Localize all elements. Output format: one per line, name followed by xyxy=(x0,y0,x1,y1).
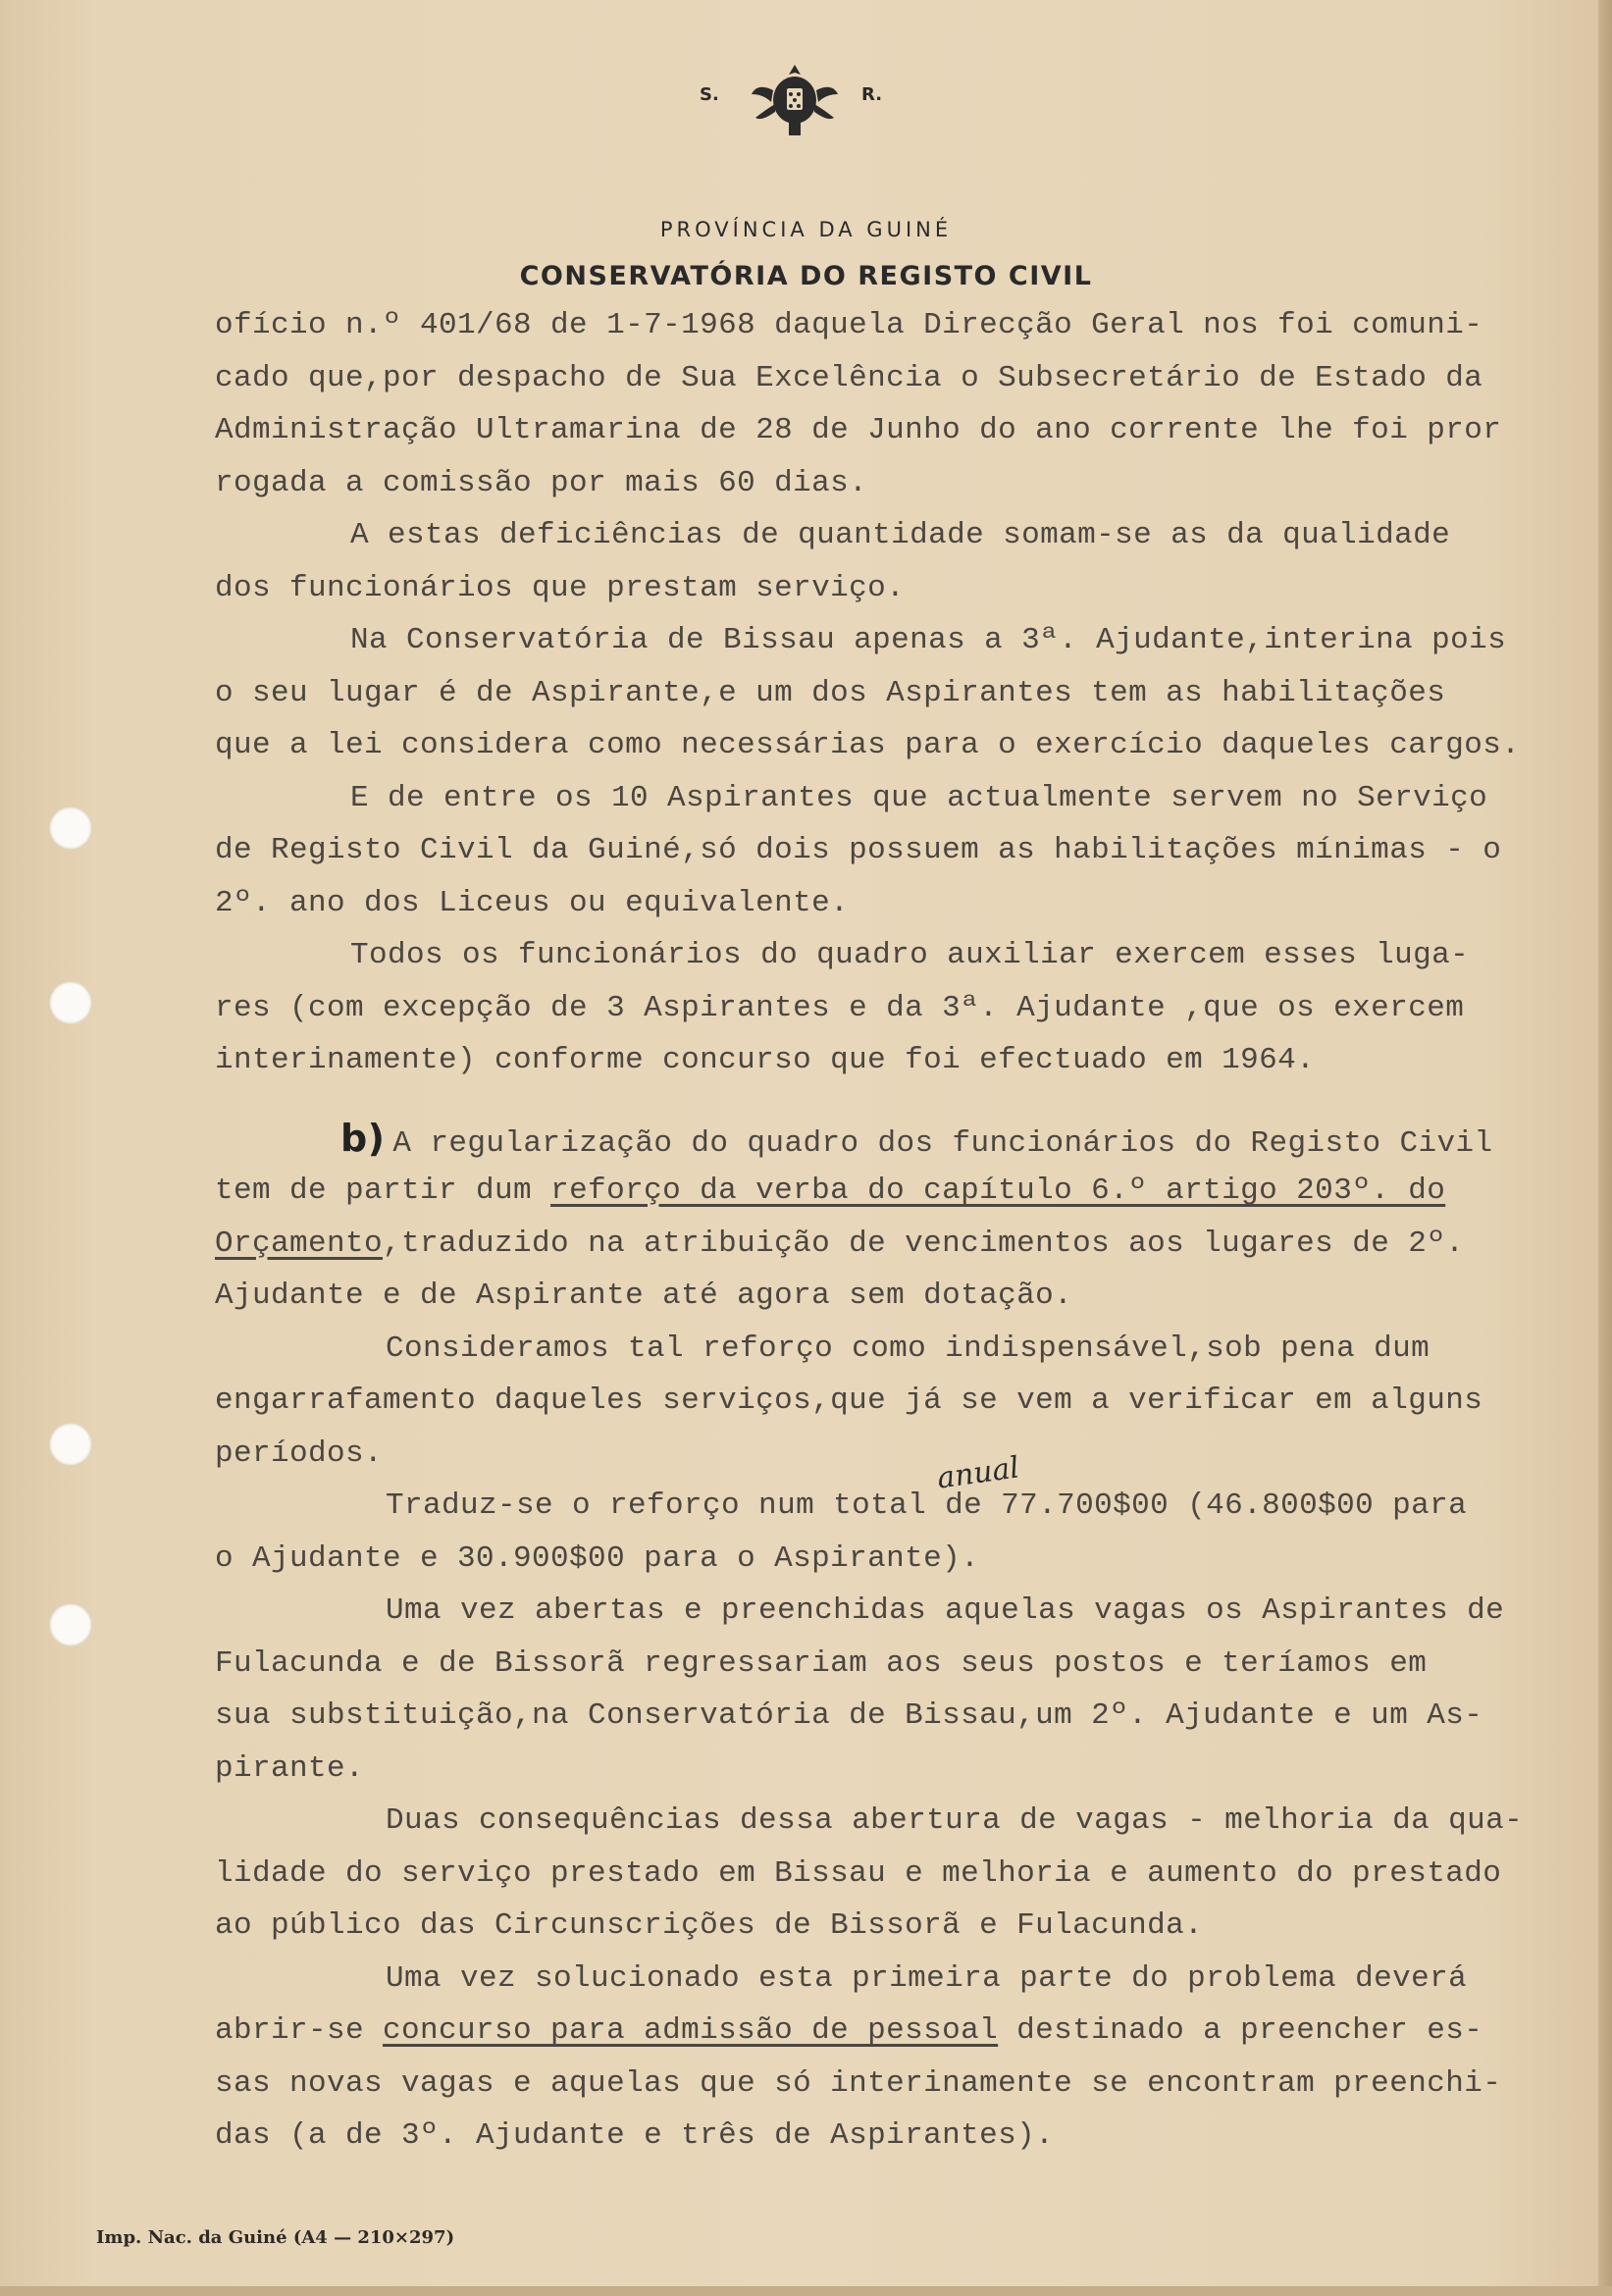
underlined-text: Orçamento xyxy=(215,1226,384,1261)
text-line: Traduz-se o reforço num total de 77.700$00 (46.800$00 para xyxy=(386,1488,1468,1523)
text-line: dos funcionários que prestam serviço. xyxy=(215,570,906,605)
seal-letter-left: S. xyxy=(700,84,719,105)
paragraph-gap xyxy=(215,1087,1569,1113)
text-line: rogada a comissão por mais 60 dias. xyxy=(215,465,868,500)
text-line: interinamente) conforme concurso que foi efectuado em 1964. xyxy=(215,1043,1316,1077)
underlined-text: reforço da verba do capítulo 6.º artigo 203º. do xyxy=(550,1174,1446,1208)
text-line: sas novas vagas e aquelas que só interinamente se encontram preenchi- xyxy=(215,2065,1502,2101)
text-segment: ,traduzido na atribuição de vencimentos aos lugares de 2º. xyxy=(383,1226,1465,1261)
text-line: sua substituição,na Conservatória de Bissau,um 2º. Ajudante e um As- xyxy=(215,1698,1483,1733)
section-marker: b) xyxy=(340,1116,386,1160)
text-line: ao público das Circunscrições de Bissorã e Fulacunda. xyxy=(215,1908,1204,1943)
seal-letter-right: R. xyxy=(861,84,883,105)
text-line: Duas consequências dessa abertura de vagas - melhoria da qua- xyxy=(386,1803,1524,1838)
printer-imprint: Imp. Nac. da Guiné (A4 — 210×297) xyxy=(96,2227,455,2248)
punch-hole xyxy=(49,1423,92,1466)
text-line: das (a de 3º. Ajudante e três de Aspirantes). xyxy=(215,2118,1055,2153)
text-line: Todos os funcionários do quadro auxiliar exercem esses luga- xyxy=(350,938,1470,972)
text-line: res (com excepção de 3 Aspirantes e da 3ª. Ajudante ,que os exercem xyxy=(215,990,1465,1025)
text-segment: destinado a preencher es- xyxy=(998,2013,1483,2048)
punch-hole xyxy=(49,981,92,1024)
text-segment: abrir-se xyxy=(215,2013,384,2048)
text-line: de Registo Civil da Guiné,só dois possuem as habilitações mínimas - o xyxy=(215,833,1502,867)
text-line: Consideramos tal reforço como indispensável,sob pena dum xyxy=(386,1331,1430,1366)
text-segment: tem de partir dum xyxy=(215,1174,551,1208)
text-line xyxy=(215,1165,1569,1218)
text-line: Fulacunda e de Bissorã regressariam aos seus postos e teríamos em xyxy=(215,1645,1428,1681)
handwritten-annotation: anual xyxy=(934,1450,1022,1496)
text-line: Administração Ultramarina de 28 de Junho do ano corrente lhe foi pror xyxy=(215,413,1502,447)
text-line: lidade do serviço prestado em Bissau e melhoria e aumento do prestado xyxy=(215,1855,1502,1891)
punch-hole xyxy=(49,1603,92,1646)
punch-hole xyxy=(49,807,92,850)
office-title: CONSERVATÓRIA DO REGISTO CIVIL xyxy=(519,261,1093,291)
text-line: pirante. xyxy=(215,1750,365,1786)
text-line: 2º. ano dos Liceus ou equivalente. xyxy=(215,885,850,920)
text-line xyxy=(215,1218,1569,1271)
text-line: o Ajudante e 30.900$00 para o Aspirante). xyxy=(215,1540,980,1576)
text-line: A estas deficiências de quantidade somam-se as da qualidade xyxy=(350,518,1451,552)
text-line: que a lei considera como necessárias para o exercício daqueles cargos. xyxy=(215,728,1521,762)
text-line: Na Conservatória de Bissau apenas a 3ª. Ajudante,interina pois xyxy=(350,623,1507,657)
province-title: PROVÍNCIA DA GUINÉ xyxy=(659,218,953,241)
text-line: Uma vez solucionado esta primeira parte do problema deverá xyxy=(386,1960,1468,1996)
text-line: o seu lugar é de Aspirante,e um dos Aspirantes tem as habilitações xyxy=(215,675,1446,710)
text-line xyxy=(215,1113,1569,1166)
letter-body xyxy=(215,299,1569,2163)
text-line: períodos. xyxy=(215,1435,384,1471)
text-line: cado que,por despacho de Sua Excelência o Subsecretário de Estado da xyxy=(215,360,1483,395)
text-line: E de entre os 10 Aspirantes que actualmente servem no Serviço xyxy=(350,780,1488,815)
text-segment: A regularização do quadro dos funcionários do Registo Civil xyxy=(392,1125,1493,1161)
text-line xyxy=(215,2005,1569,2058)
text-line: engarrafamento daqueles serviços,que já se vem a verificar em alguns xyxy=(215,1383,1483,1418)
underlined-text: concurso para admissão de pessoal xyxy=(383,2013,999,2048)
seal-row xyxy=(0,61,1612,139)
text-line: Ajudante e de Aspirante até agora sem dotação. xyxy=(215,1278,1073,1313)
letterhead xyxy=(0,61,1612,291)
paper-edge xyxy=(1598,0,1612,2296)
text-line: ofício n.º 401/68 de 1-7-1968 daquela Direcção Geral nos foi comuni- xyxy=(215,308,1483,342)
paper-edge-bottom xyxy=(0,2286,1612,2296)
coat-of-arms-icon xyxy=(750,61,840,139)
text-line: Uma vez abertas e preenchidas aquelas vagas os Aspirantes de xyxy=(386,1593,1505,1628)
